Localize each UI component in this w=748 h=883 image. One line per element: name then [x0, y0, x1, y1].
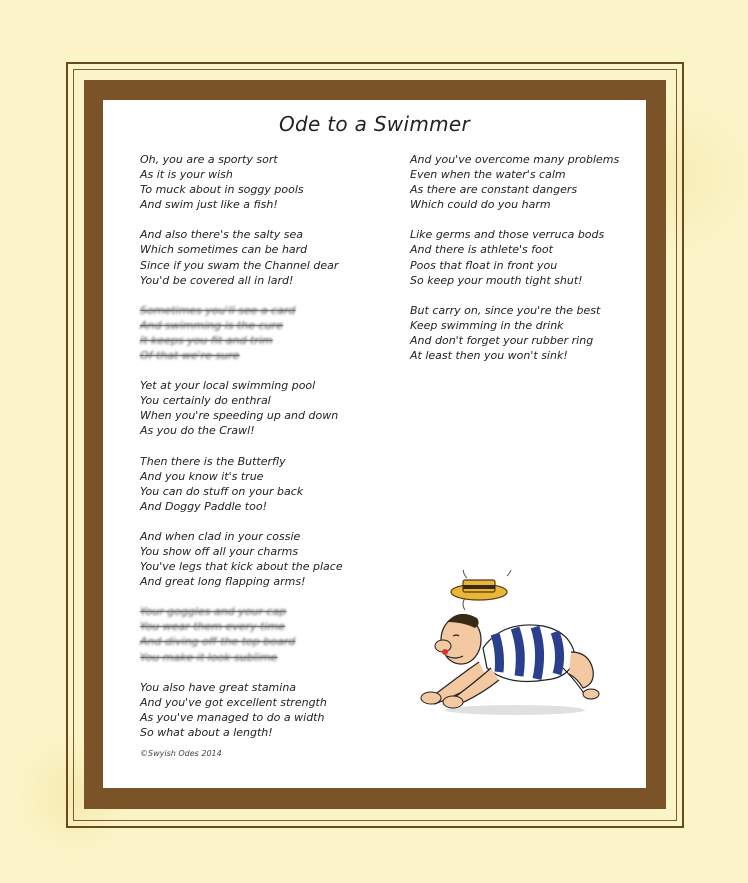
- obscured-poem-line: Of that we're sure: [140, 349, 240, 363]
- obscured-poem-line: Your goggles and your cap: [140, 605, 287, 619]
- obscured-poem-line: It keeps you fit and trim: [140, 333, 273, 347]
- poem-line: So what about a length!: [140, 725, 273, 739]
- poem-line: Poos that float in front you: [410, 258, 558, 272]
- poem-stanza: [140, 454, 380, 514]
- poem-sheet: [103, 100, 646, 788]
- poem-line: Since if you swam the Channel dear: [140, 258, 339, 272]
- poem-stanza: [140, 303, 380, 363]
- poem-line: You show off all your charms: [140, 544, 299, 558]
- poem-line: As there are constant dangers: [410, 183, 578, 197]
- obscured-poem-line: Sometimes you'll see a card: [140, 303, 296, 317]
- poem-line: And you know it's true: [140, 469, 264, 483]
- poem-line: To muck about in soggy pools: [140, 183, 304, 197]
- poem-line: Keep swimming in the drink: [410, 318, 564, 332]
- poem-stanza: [410, 152, 645, 212]
- poem-stanza: [410, 227, 645, 287]
- poem-line: You also have great stamina: [140, 680, 297, 694]
- poem-line: When you're speeding up and down: [140, 409, 339, 423]
- obscured-poem-line: You make it look sublime: [140, 650, 278, 664]
- obscured-poem-line: And swimming is the cure: [140, 318, 283, 332]
- poem-right-column: [410, 152, 645, 378]
- poem-line: Which sometimes can be hard: [140, 243, 308, 257]
- copyright-text: ©Swyish Odes 2014: [140, 749, 222, 758]
- poem-stanza: [410, 303, 645, 363]
- poem-line: And you've got excellent strength: [140, 695, 327, 709]
- poem-line: Oh, you are a sporty sort: [140, 153, 278, 166]
- obscured-poem-line: And diving off the top board: [140, 635, 296, 649]
- poem-line: Which could do you harm: [410, 198, 551, 212]
- swimmer-cartoon-icon: [395, 570, 605, 720]
- poem-title: Ode to a Swimmer: [278, 112, 471, 136]
- poem-line: Like germs and those verruca bods: [410, 228, 605, 242]
- poem-line: Then there is the Butterfly: [140, 454, 286, 468]
- poem-line: And great long flapping arms!: [140, 575, 306, 589]
- poem-line: And there is athlete's foot: [410, 243, 553, 257]
- poem-line: At least then you won't sink!: [410, 349, 568, 363]
- poem-stanza: [140, 604, 380, 664]
- poem-line: But carry on, since you're the best: [410, 303, 601, 317]
- poem-line: You can do stuff on your back: [140, 484, 304, 498]
- poem-line: And when clad in your cossie: [140, 529, 301, 543]
- obscured-poem-line: You wear them every time: [140, 620, 285, 634]
- poem-line: And also there's the salty sea: [140, 228, 303, 242]
- poem-line: As you do the Crawl!: [140, 424, 255, 438]
- poem-line: Even when the water's calm: [410, 168, 566, 182]
- poem-stanza: [140, 680, 380, 740]
- poem-stanza: [140, 227, 380, 287]
- poem-line: And don't forget your rubber ring: [410, 333, 594, 347]
- poem-line: And you've overcome many problems: [410, 153, 620, 166]
- poem-line: You'd be covered all in lard!: [140, 273, 294, 287]
- poem-line: As it is your wish: [140, 168, 233, 182]
- poem-stanza: [140, 529, 380, 589]
- poem-stanza: [140, 378, 380, 438]
- poem-line: You certainly do enthral: [140, 394, 271, 408]
- poem-line: You've legs that kick about the place: [140, 560, 343, 574]
- poem-line: And Doggy Paddle too!: [140, 499, 267, 513]
- poem-line: Yet at your local swimming pool: [140, 379, 316, 393]
- poem-line: As you've managed to do a width: [140, 710, 325, 724]
- poem-line: So keep your mouth tight shut!: [410, 273, 583, 287]
- poem-stanza: [140, 152, 380, 212]
- poem-line: And swim just like a fish!: [140, 198, 278, 212]
- poem-left-column: [140, 152, 380, 755]
